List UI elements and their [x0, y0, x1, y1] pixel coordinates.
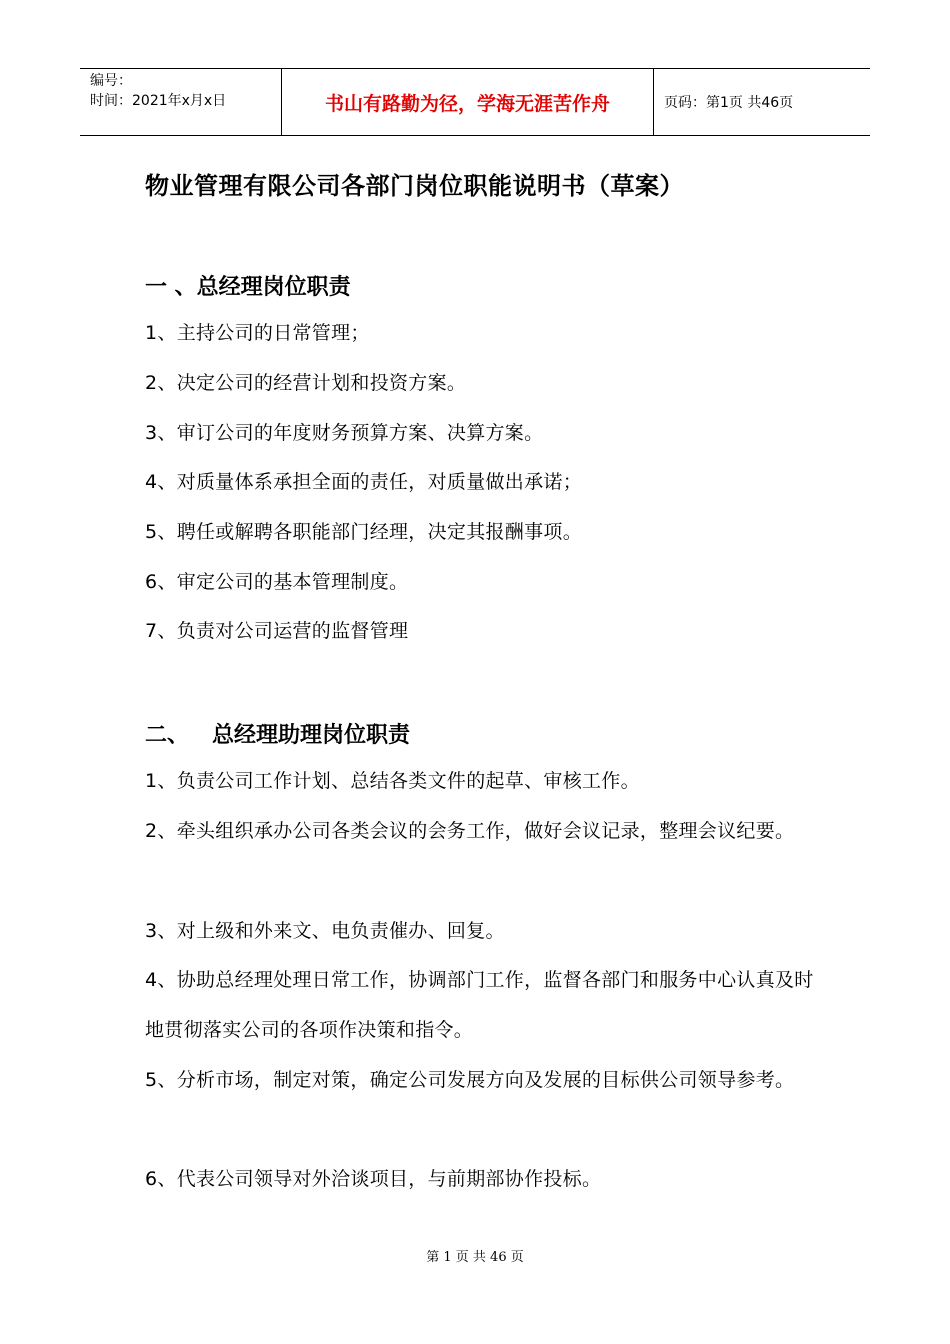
header-page-info: 页码：第1页 共46页	[664, 95, 794, 111]
list-item: 4、协助总经理处理日常工作，协调部门工作，监督各部门和服务中心认真及时地贯彻落实公司的各项作决策和指令。	[145, 969, 814, 1041]
header-motto: 书山有路勤为径，学海无涯苦作舟	[282, 69, 654, 135]
header-meta	[80, 69, 282, 135]
document-date: 时间：2021年x月x日	[90, 93, 227, 109]
section-heading-1: 一 、总经理岗位职责	[145, 275, 351, 300]
list-item: 3、审订公司的年度财务预算方案、决算方案。	[145, 422, 544, 444]
document-title: 物业管理有限公司各部门岗位职能说明书（草案）	[145, 172, 684, 200]
list-item: 5、聘任或解聘各职能部门经理，决定其报酬事项。	[145, 521, 582, 543]
list-item: 3、对上级和外来文、电负责催办、回复。	[145, 920, 505, 942]
document-number: 编号：	[90, 73, 132, 89]
list-item: 2、牵头组织承办公司各类会议的会务工作，做好会议记录，整理会议纪要。	[145, 820, 795, 842]
page-header	[80, 68, 870, 136]
list-item: 7、负责对公司运营的监督管理	[145, 620, 409, 642]
list-item: 6、审定公司的基本管理制度。	[145, 571, 409, 593]
list-item: 1、负责公司工作计划、总结各类文件的起草、审核工作。	[145, 770, 640, 792]
list-item: 1、主持公司的日常管理；	[145, 322, 370, 344]
list-item: 2、决定公司的经营计划和投资方案。	[145, 372, 467, 394]
list-item: 6、代表公司领导对外洽谈项目，与前期部协作投标。	[145, 1168, 602, 1190]
section-heading-2: 二、 总经理助理岗位职责	[145, 723, 410, 748]
page-footer: 第 1 页 共 46 页	[426, 1250, 524, 1265]
list-item: 4、对质量体系承担全面的责任，对质量做出承诺；	[145, 471, 582, 493]
list-item: 5、分析市场，制定对策，确定公司发展方向及发展的目标供公司领导参考。	[145, 1069, 795, 1091]
